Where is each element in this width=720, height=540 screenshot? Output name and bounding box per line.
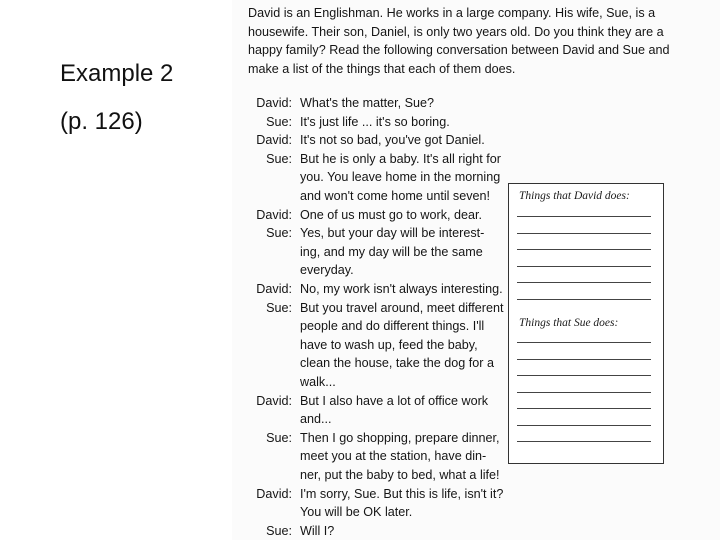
dialogue-text: and... — [300, 412, 332, 427]
speaker-name: David: — [256, 393, 292, 408]
dialogue-text: It's not so bad, you've got Daniel. — [300, 133, 485, 148]
speaker-name: David: — [256, 133, 292, 148]
writing-line — [517, 359, 651, 360]
writing-line — [517, 233, 651, 234]
slide-label-page: (p. 126) — [60, 108, 143, 135]
writing-line — [517, 375, 651, 376]
intro-line: happy family? Read the following conversation between David and Sue and — [248, 43, 670, 58]
dialogue-text: Then I go shopping, prepare dinner, — [300, 430, 500, 445]
writing-line — [517, 266, 651, 267]
speaker-name: Sue: — [266, 300, 292, 315]
speaker-name: Sue: — [266, 226, 292, 241]
dialogue-text: meet you at the station, have din- — [300, 449, 487, 464]
speaker-name: David: — [256, 96, 292, 110]
intro-line: housewife. Their son, Daniel, is only two years old. Do you think they are a — [248, 24, 664, 39]
dialogue-text: But you travel around, meet different — [300, 300, 504, 315]
writing-line — [517, 249, 651, 250]
dialogue-text: Will I? — [300, 523, 335, 538]
writing-line — [517, 441, 651, 442]
speaker-name: David: — [256, 207, 292, 222]
speaker-name: David: — [256, 486, 292, 501]
writing-line — [517, 392, 651, 393]
speaker-name: Sue: — [266, 523, 292, 538]
writing-line — [517, 425, 651, 426]
dialogue-text: ing, and my day will be the same — [300, 244, 483, 259]
intro-paragraph — [248, 4, 678, 78]
things-list-box — [508, 183, 664, 464]
speaker-name: David: — [256, 282, 292, 296]
dialogue-text: and won't come home until seven! — [300, 189, 491, 203]
dialogue-text: Yes, but your day will be interest- — [300, 226, 485, 241]
speaker-name: Sue: — [266, 151, 292, 166]
dialogue-text: No, my work isn't always interesting. — [300, 282, 503, 296]
writing-line — [517, 408, 651, 409]
speaker-name: Sue: — [266, 114, 292, 129]
dialogue-text: I'm sorry, Sue. But this is life, isn't it? — [300, 486, 504, 501]
intro-line: David is an Englishman. He works in a large company. His wife, Sue, is a — [248, 6, 656, 20]
dialogue-text: But he is only a baby. It's all right for — [300, 151, 501, 166]
writing-line — [517, 299, 651, 300]
writing-line — [517, 216, 651, 217]
dialogue-text: have to wash up, feed the baby, — [300, 337, 478, 352]
dialogue-text: you. You leave home in the morning — [300, 170, 501, 185]
dialogue-text: It's just life ... it's so boring. — [300, 114, 450, 129]
dialogue-text: ner, put the baby to bed, what a life! — [300, 468, 500, 482]
dialogue-text: clean the house, take the dog for a — [300, 356, 494, 371]
dialogue-text: One of us must go to work, dear. — [300, 207, 483, 222]
sue-list-title: Things that Sue does: — [519, 317, 619, 329]
writing-line — [517, 342, 651, 343]
dialogue-text: What's the matter, Sue? — [300, 96, 435, 110]
david-list-title: Things that David does: — [519, 190, 630, 202]
intro-line: make a list of the things that each of them does. — [248, 61, 516, 76]
dialogue-text: people and do different things. I'll — [300, 319, 485, 334]
dialogue-text: walk... — [300, 375, 336, 389]
dialogue-text: You will be OK later. — [300, 505, 413, 520]
speaker-name: Sue: — [266, 430, 292, 445]
slide-label-example: Example 2 — [60, 60, 174, 87]
writing-line — [517, 282, 651, 283]
dialogue-text: But I also have a lot of office work — [300, 393, 489, 408]
dialogue-text: everyday. — [300, 263, 354, 278]
